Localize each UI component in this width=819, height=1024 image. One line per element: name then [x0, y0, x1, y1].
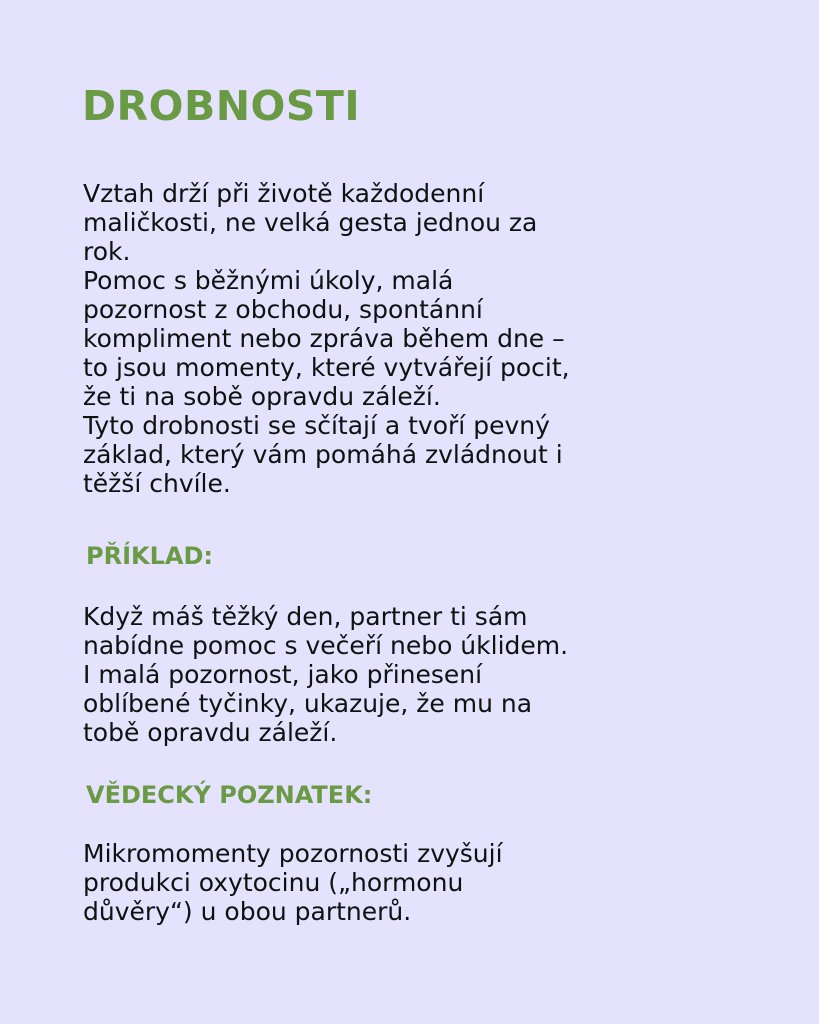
example-heading: PŘÍKLAD:: [86, 542, 213, 570]
science-heading: VĚDECKÝ POZNATEK:: [86, 781, 373, 809]
science-paragraph: Mikromomenty pozornosti zvyšují produkci oxytocinu („hormonu důvěry“) u obou partnerů.: [83, 839, 503, 926]
page-title: DROBNOSTI: [82, 82, 361, 130]
intro-paragraph: Vztah drží při životě každodenní maličkosti, ne velká gesta jednou za rok. Pomoc s běžnými úkoly, malá pozornost z obchodu, spontánní kompliment nebo zpráva během dne – to jsou momenty, které vytvářejí pocit, že ti na sobě opravdu záleží. Tyto drobnosti se sčítají a tvoří pevný základ, který vám pomáhá zvládnout i těžší chvíle.: [83, 179, 570, 498]
example-paragraph: Když máš těžký den, partner ti sám nabídne pomoc s večeří nebo úklidem. I malá pozornost, jako přinesení oblíbené tyčinky, ukazuje, že mu na tobě opravdu záleží.: [83, 602, 569, 747]
